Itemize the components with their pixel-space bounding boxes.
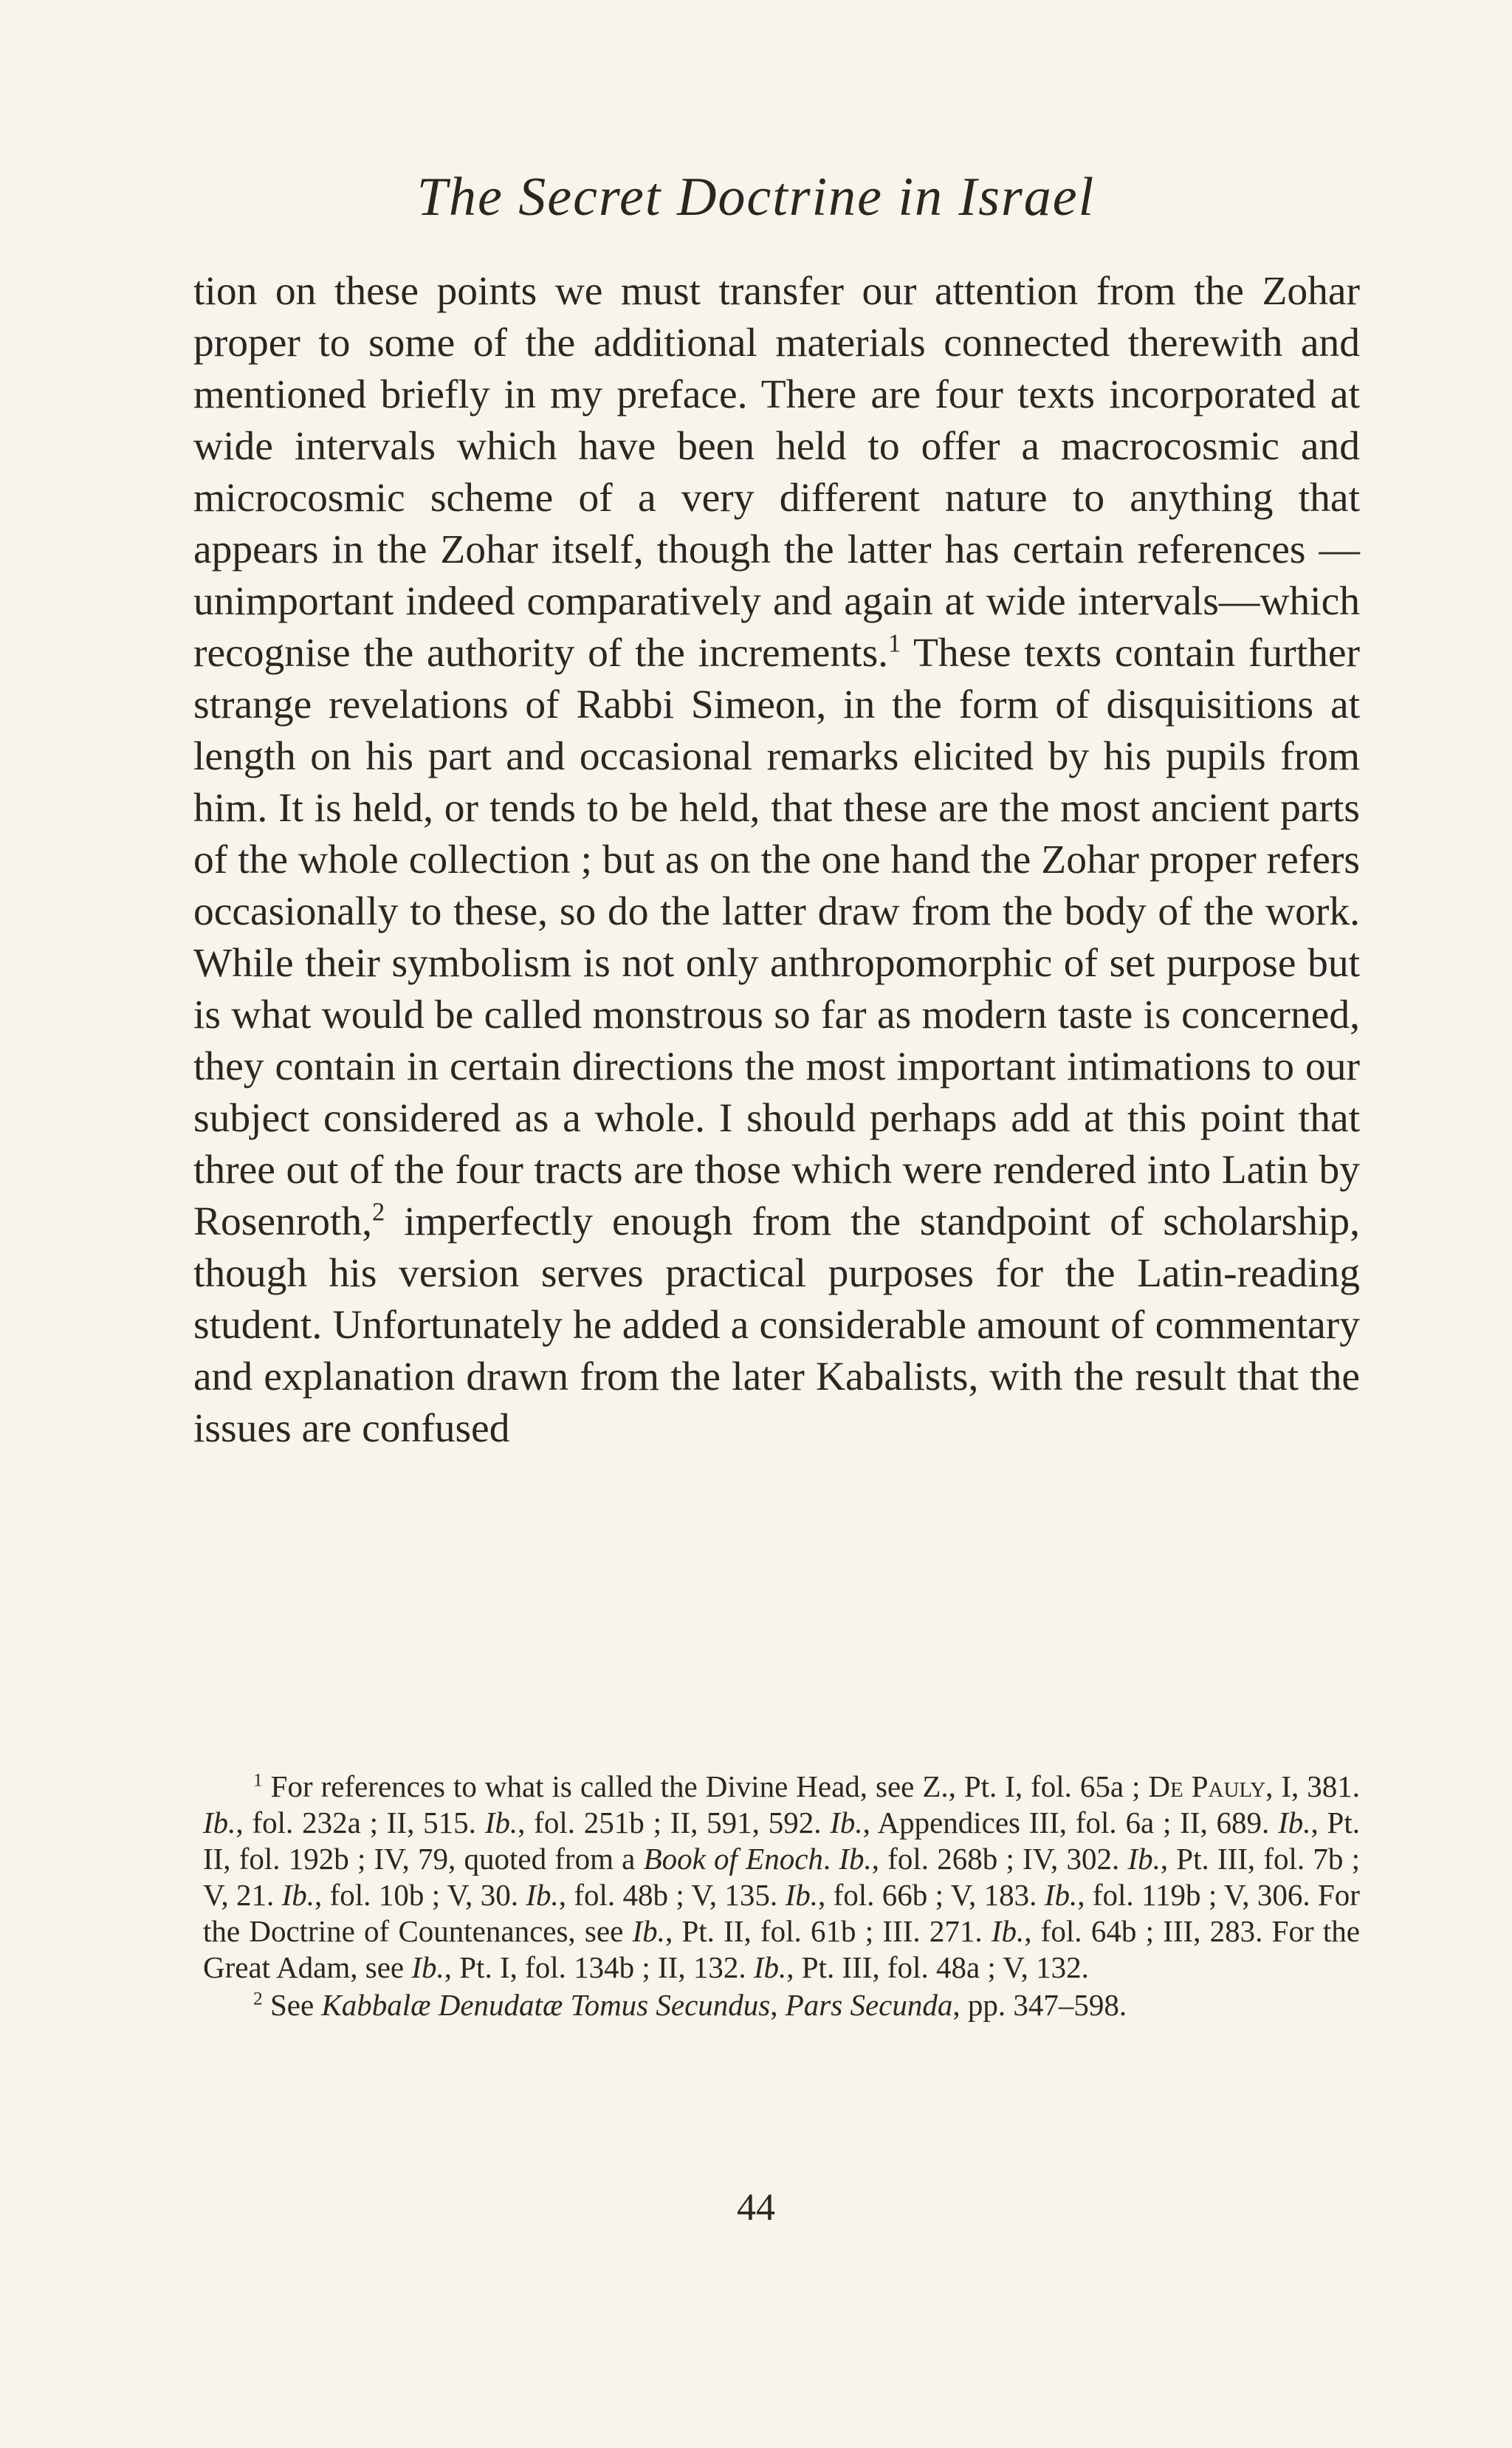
ibid: Ib. <box>411 1950 444 1984</box>
footnote-2-mark: 2 <box>253 1988 263 2009</box>
footnote-1-text: , Pt. III, fol. 48a ; V, 132. <box>786 1950 1089 1984</box>
footnote-1-text: . <box>822 1842 839 1876</box>
footnote-1-text: , fol. 268b ; IV, 302. <box>871 1842 1128 1876</box>
footnote-2-text: See <box>262 1988 322 2022</box>
ibid: Ib. <box>632 1914 665 1948</box>
footnote-1-text: , fol. 251b ; II, 591, 592. <box>518 1806 831 1840</box>
footnote-2 <box>203 1987 1360 2023</box>
body-text-c: imperfectly enough from the standpoint of scholarship, though his version serves practical purposes for the Latin-reading student. Unfortunately he added a considerable amount of commentary and explanation drawn from the later Kabalists, with the result that the issues are confused <box>193 1199 1360 1451</box>
ibid: Ib. <box>991 1914 1025 1948</box>
ibid: Ib. <box>839 1842 872 1876</box>
footnote-1-text: , fol. 48b ; V, 135. <box>558 1878 786 1912</box>
footnote-1-text: , fol. 10b ; V, 30. <box>315 1878 526 1912</box>
main-paragraph <box>193 266 1360 1455</box>
footnote-2-text: , <box>770 1988 786 2022</box>
body-text-b: These texts contain further strange revelations of Rabbi Simeon, in the form of disquisitions at length on his part and occasional remarks elicited by his pupils from him. It is held, or tends to be held, that these are the most ancient parts of the whole collection ; but as on the one hand the Zohar proper refers occasionally to these, so do the latter draw from the body of the work. While their symbolism is not only anthropomorphic of set purpose but is what would be called monstrous so far as modern taste is concerned, they contain in certain directions the most important intimations to our subject considered as a whole. I should perhaps add at this point that three out of the four tracts are those which were rendered into Latin by Rosenroth, <box>193 631 1360 1244</box>
footnote-1-text: , Appendices III, fol. 6a ; II, 689. <box>862 1806 1279 1840</box>
ibid: Ib. <box>830 1806 863 1840</box>
footnotes <box>203 1769 1360 2023</box>
ibid: Ib. <box>785 1878 818 1912</box>
ibid: Ib. <box>526 1878 559 1912</box>
footnote-ref-1[interactable]: 1 <box>888 629 901 658</box>
ibid: Ib. <box>1127 1842 1161 1876</box>
footnote-1-text: For references to what is called the Divine Head, see Z., Pt. I, fol. 65a ; <box>262 1769 1149 1803</box>
running-title: The Secret Doctrine in Israel <box>416 167 1096 227</box>
ibid: Ib. <box>1278 1806 1311 1840</box>
footnote-1-text: , fol. 232a ; II, 515. <box>236 1806 485 1840</box>
pars-secunda-title: Pars Secunda <box>785 1988 953 2022</box>
ibid: Ib. <box>484 1806 518 1840</box>
kabbala-denudata-title: Kabbalæ Denudatæ Tomus Secundus <box>321 1988 771 2022</box>
footnote-1-mark: 1 <box>253 1769 263 1791</box>
book-of-enoch-title: Book of Enoch <box>643 1842 823 1876</box>
footnote-1 <box>203 1769 1360 1986</box>
footnote-1-text: , fol. 66b ; V, 183. <box>817 1878 1045 1912</box>
footnote-1-text: , Pt. I, fol. 134b ; II, 132. <box>444 1950 754 1984</box>
footnote-1-text: , fol. 119b ; V, 306. For the Doctrine of Countenances, see <box>203 1878 1360 1948</box>
footnote-1-text: , Pt. II, fol. 61b ; III. 271. <box>664 1914 992 1948</box>
ibid: Ib. <box>1044 1878 1078 1912</box>
footnote-1-text: , I, 381. <box>1265 1769 1361 1803</box>
footnote-1-text: , Pt. II, fol. 192b ; IV, 79, quoted from a <box>203 1806 1360 1876</box>
author-de-pauly: De Pauly <box>1148 1769 1266 1803</box>
footnote-1-text: , Pt. III, fol. 7b ; V, 21. <box>203 1842 1360 1912</box>
footnote-1-text: , fol. 64b ; III, 283. For the Great Adam, see <box>203 1914 1360 1984</box>
ibid: Ib. <box>281 1878 315 1912</box>
page-number: 44 <box>737 2187 775 2229</box>
footnote-ref-2[interactable]: 2 <box>372 1198 385 1227</box>
ibid: Ib. <box>753 1950 787 1984</box>
ibid: Ib. <box>203 1806 236 1840</box>
footnote-2-text: , pp. 347–598. <box>952 1988 1127 2022</box>
body-text-a: tion on these points we must transfer our attention from the Zohar proper to some of the additional materials connected therewith and mentioned briefly in my preface. There are four texts incorporated at wide intervals which have been held to offer a macrocosmic and microcosmic scheme of a very different nature to anything that appears in the Zohar itself, though the latter has certain references —unimportant indeed comparatively and again at wide intervals—which recognise the authority of the increments. <box>193 269 1360 676</box>
